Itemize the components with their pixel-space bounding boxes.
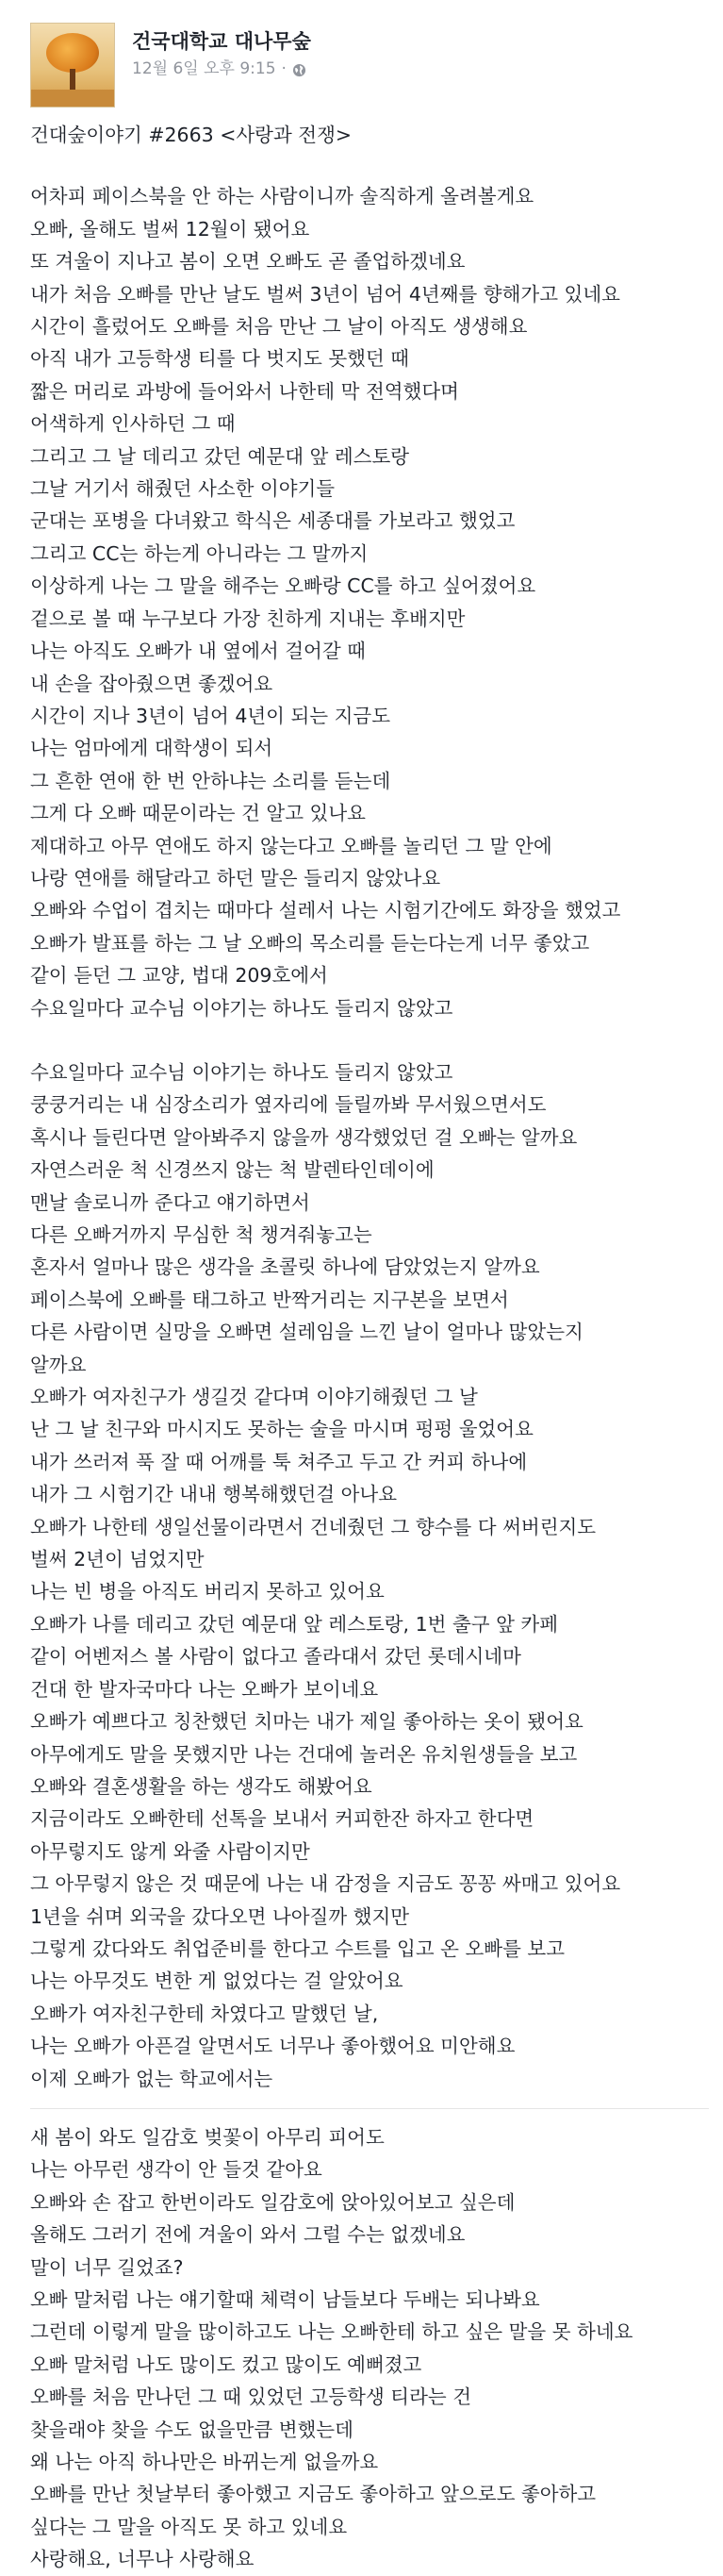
text-line: 오빠가 예쁘다고 칭찬했던 치마는 내가 제일 좋아하는 옷이 됐어요 bbox=[30, 1710, 583, 1734]
text-line: 군대는 포병을 다녀왔고 학식은 세종대를 가보라고 했었고 bbox=[30, 509, 516, 533]
text-line: 그런데 이렇게 말을 많이하고도 나는 오빠한테 하고 싶은 말을 못 하네요 bbox=[30, 2320, 633, 2344]
text-line: 그렇게 갔다와도 취업준비를 한다고 수트를 입고 온 오빠를 보고 bbox=[30, 1936, 566, 1960]
text-line: 난 그 날 친구와 마시지도 못하는 술을 마시며 펑펑 울었어요 bbox=[30, 1418, 534, 1441]
text-line: 그리고 그 날 데리고 갔던 예문대 앞 레스토랑 bbox=[30, 444, 410, 468]
text-line: 그리고 CC는 하는게 아니라는 그 말까지 bbox=[30, 541, 369, 565]
text-line: 그 흔한 연애 한 번 안하냐는 소리를 듣는데 bbox=[30, 769, 391, 792]
post-timestamp[interactable]: 12월 6일 오후 9:15 bbox=[132, 59, 276, 78]
text-line: 오빠 말처럼 나도 많이도 컸고 많이도 예뻐졌고 bbox=[30, 2352, 422, 2376]
text-line: 알까요 bbox=[30, 1353, 87, 1376]
text-line: 그날 거기서 해줬던 사소한 이야기들 bbox=[30, 477, 336, 501]
text-line: 그 아무렇지 않은 것 때문에 나는 내 감정을 지금도 꽁꽁 싸매고 있어요 bbox=[30, 1872, 621, 1896]
text-line: 나랑 연애를 해달라고 하던 말은 들리지 않았나요 bbox=[30, 866, 441, 889]
text-line: 오빠가 나를 데리고 갔던 예문대 앞 레스토랑, 1번 출구 앞 카페 bbox=[30, 1612, 558, 1636]
post-subline bbox=[132, 58, 311, 79]
text-line: 건대 한 발자국마다 나는 오빠가 보이네요 bbox=[30, 1677, 379, 1701]
text-line: 아무렇지도 않게 와줄 사람이지만 bbox=[30, 1839, 310, 1863]
text-line: 이상하게 나는 그 말을 해주는 오빠랑 CC를 하고 싶어졌어요 bbox=[30, 574, 536, 598]
text-line: 오빠가 발표를 하는 그 날 오빠의 목소리를 듣는다는게 너무 좋았고 bbox=[30, 931, 590, 955]
text-line: 내가 쓰러져 푹 잘 때 어깨를 툭 쳐주고 두고 간 커피 하나에 bbox=[30, 1450, 528, 1473]
text-line: 새 봄이 와도 일감호 벚꽃이 아무리 피어도 bbox=[30, 2125, 385, 2149]
text-line: 오빠가 여자친구한테 차였다고 말했던 날, bbox=[30, 2002, 379, 2025]
text-line: 사랑해요, 너무나 사랑해요 bbox=[30, 2548, 255, 2571]
text-line: 싶다는 그 말을 아직도 못 하고 있네요 bbox=[30, 2515, 348, 2538]
paragraph-1 bbox=[30, 180, 709, 1024]
text-line: 나는 아직도 오빠가 내 옆에서 걸어갈 때 bbox=[30, 640, 366, 663]
post-body bbox=[30, 119, 709, 2576]
paragraph-gap bbox=[30, 1024, 709, 1056]
avatar-tree-shape bbox=[46, 33, 99, 73]
paragraph-2 bbox=[30, 1056, 709, 2095]
text-line: 어색하게 인사하던 그 때 bbox=[30, 412, 236, 436]
text-line: 수요일마다 교수님 이야기는 하나도 들리지 않았고 bbox=[30, 996, 453, 1020]
text-line: 벌써 2년이 넘었지만 bbox=[30, 1548, 205, 1571]
post-header bbox=[30, 23, 311, 108]
avatar-trunk-shape bbox=[70, 69, 75, 90]
text-line: 그게 다 오빠 때문이라는 건 알고 있나요 bbox=[30, 802, 366, 825]
text-line: 아무에게도 말을 못했지만 나는 건대에 놀러온 유치원생들을 보고 bbox=[30, 1742, 578, 1766]
text-line: 짧은 머리로 과방에 들어와서 나한테 막 전역했다며 bbox=[30, 379, 459, 403]
text-line: 겉으로 볼 때 누구보다 가장 친하게 지내는 후배지만 bbox=[30, 607, 466, 630]
text-line: 페이스북에 오빠를 태그하고 반짝거리는 지구본을 보면서 bbox=[30, 1288, 509, 1311]
page-avatar[interactable] bbox=[30, 23, 115, 108]
text-line: 오빠 말처럼 나는 얘기할때 체력이 남들보다 두배는 되나봐요 bbox=[30, 2288, 540, 2311]
text-line: 오빠를 처음 만나던 그 때 있었던 고등학생 티라는 건 bbox=[30, 2385, 471, 2409]
text-line: 나는 오빠가 아픈걸 알면서도 너무나 좋아했어요 미안해요 bbox=[30, 2035, 516, 2058]
text-line: 또 겨울이 지나고 봄이 오면 오빠도 곧 졸업하겠네요 bbox=[30, 250, 466, 274]
text-line: 이제 오빠가 없는 학교에서는 bbox=[30, 2067, 273, 2090]
text-line: 오빠를 만난 첫날부터 좋아했고 지금도 좋아하고 앞으로도 좋아하고 bbox=[30, 2483, 597, 2506]
paragraph-3 bbox=[30, 2121, 709, 2576]
avatar-ground-shape bbox=[31, 90, 114, 107]
text-line: 내가 처음 오빠를 만난 날도 벌써 3년이 넘어 4년째를 향해가고 있네요 bbox=[30, 282, 620, 306]
text-line: 제대하고 아무 연애도 하지 않는다고 오빠를 놀리던 그 말 안에 bbox=[30, 834, 552, 857]
text-line: 올해도 그러기 전에 겨울이 와서 그럴 수는 없겠네요 bbox=[30, 2223, 466, 2247]
text-line: 나는 아무것도 변한 게 없었다는 걸 알았어요 bbox=[30, 1969, 403, 1993]
text-line: 말이 너무 길었죠? bbox=[30, 2255, 184, 2279]
text-line: 다른 사람이면 실망을 오빠면 설레임을 느낀 날이 얼마나 많았는지 bbox=[30, 1321, 583, 1344]
text-line: 쿵쿵거리는 내 심장소리가 옆자리에 들릴까봐 무서웠으면서도 bbox=[30, 1093, 547, 1117]
text-line: 혼자서 얼마나 많은 생각을 초콜릿 하나에 담았었는지 알까요 bbox=[30, 1255, 540, 1279]
meta-separator: · bbox=[281, 59, 287, 78]
text-line: 다른 오빠거까지 무심한 척 챙겨줘놓고는 bbox=[30, 1223, 372, 1246]
text-line: 오빠와 결혼생활을 하는 생각도 해봤어요 bbox=[30, 1774, 372, 1798]
text-line: 시간이 지나 3년이 넘어 4년이 되는 지금도 bbox=[30, 704, 391, 727]
text-line: 아직 내가 고등학생 티를 다 벗지도 못했던 때 bbox=[30, 347, 410, 371]
text-line: 같이 어벤저스 볼 사람이 없다고 졸라대서 갔던 롯데시네마 bbox=[30, 1645, 521, 1669]
text-line: 나는 빈 병을 아직도 버리지 못하고 있어요 bbox=[30, 1580, 385, 1604]
text-line: 오빠가 여자친구가 생길것 같다며 이야기해줬던 그 날 bbox=[30, 1386, 478, 1409]
text-line: 오빠와 수업이 겹치는 때마다 설레서 나는 시험기간에도 화장을 했었고 bbox=[30, 899, 621, 922]
text-line: 1년을 쉬며 외국을 갔다오면 나아질까 했지만 bbox=[30, 1904, 410, 1928]
text-line: 나는 아무런 생각이 안 들것 같아요 bbox=[30, 2158, 322, 2182]
text-line: 나는 엄마에게 대학생이 되서 bbox=[30, 737, 273, 760]
text-line: 오빠, 올해도 벌써 12월이 됐어요 bbox=[30, 217, 310, 241]
divider bbox=[30, 2108, 709, 2109]
page-name-link[interactable]: 건국대학교 대나무숲 bbox=[132, 30, 311, 53]
post-title: 건대숲이야기 #2663 <사랑과 전쟁> bbox=[30, 124, 353, 146]
text-line: 내 손을 잡아줬으면 좋겠어요 bbox=[30, 672, 273, 695]
text-line: 같이 듣던 그 교양, 법대 209호에서 bbox=[30, 964, 328, 988]
text-line: 오빠와 손 잡고 한번이라도 일감호에 앉아있어보고 싶은데 bbox=[30, 2190, 516, 2214]
text-line: 찾을래야 찾을 수도 없을만큼 변했는데 bbox=[30, 2418, 353, 2441]
text-line: 어차피 페이스북을 안 하는 사람이니까 솔직하게 올려볼게요 bbox=[30, 185, 534, 208]
text-line: 맨날 솔로니까 준다고 얘기하면서 bbox=[30, 1190, 310, 1214]
paragraph-gap bbox=[30, 2095, 709, 2121]
text-line: 지금이라도 오빠한테 선톡을 보내서 커피한잔 하자고 한다면 bbox=[30, 1807, 534, 1831]
text-line: 왜 나는 아직 하나만은 바뀌는게 없을까요 bbox=[30, 2451, 379, 2474]
text-line: 수요일마다 교수님 이야기는 하나도 들리지 않았고 bbox=[30, 1060, 453, 1084]
text-line: 시간이 흘렀어도 오빠를 처음 만난 그 날이 아직도 생생해요 bbox=[30, 315, 528, 339]
post-meta bbox=[132, 23, 311, 79]
text-line: 오빠가 나한테 생일선물이라면서 건네줬던 그 향수를 다 써버린지도 bbox=[30, 1515, 597, 1538]
text-line: 혹시나 들린다면 알아봐주지 않을까 생각했었던 걸 오빠는 알까요 bbox=[30, 1125, 578, 1149]
text-line: 내가 그 시험기간 내내 행복해했던걸 아나요 bbox=[30, 1483, 398, 1506]
text-line: 자연스러운 척 신경쓰지 않는 척 발렌타인데이에 bbox=[30, 1158, 435, 1182]
globe-icon[interactable] bbox=[292, 62, 306, 76]
